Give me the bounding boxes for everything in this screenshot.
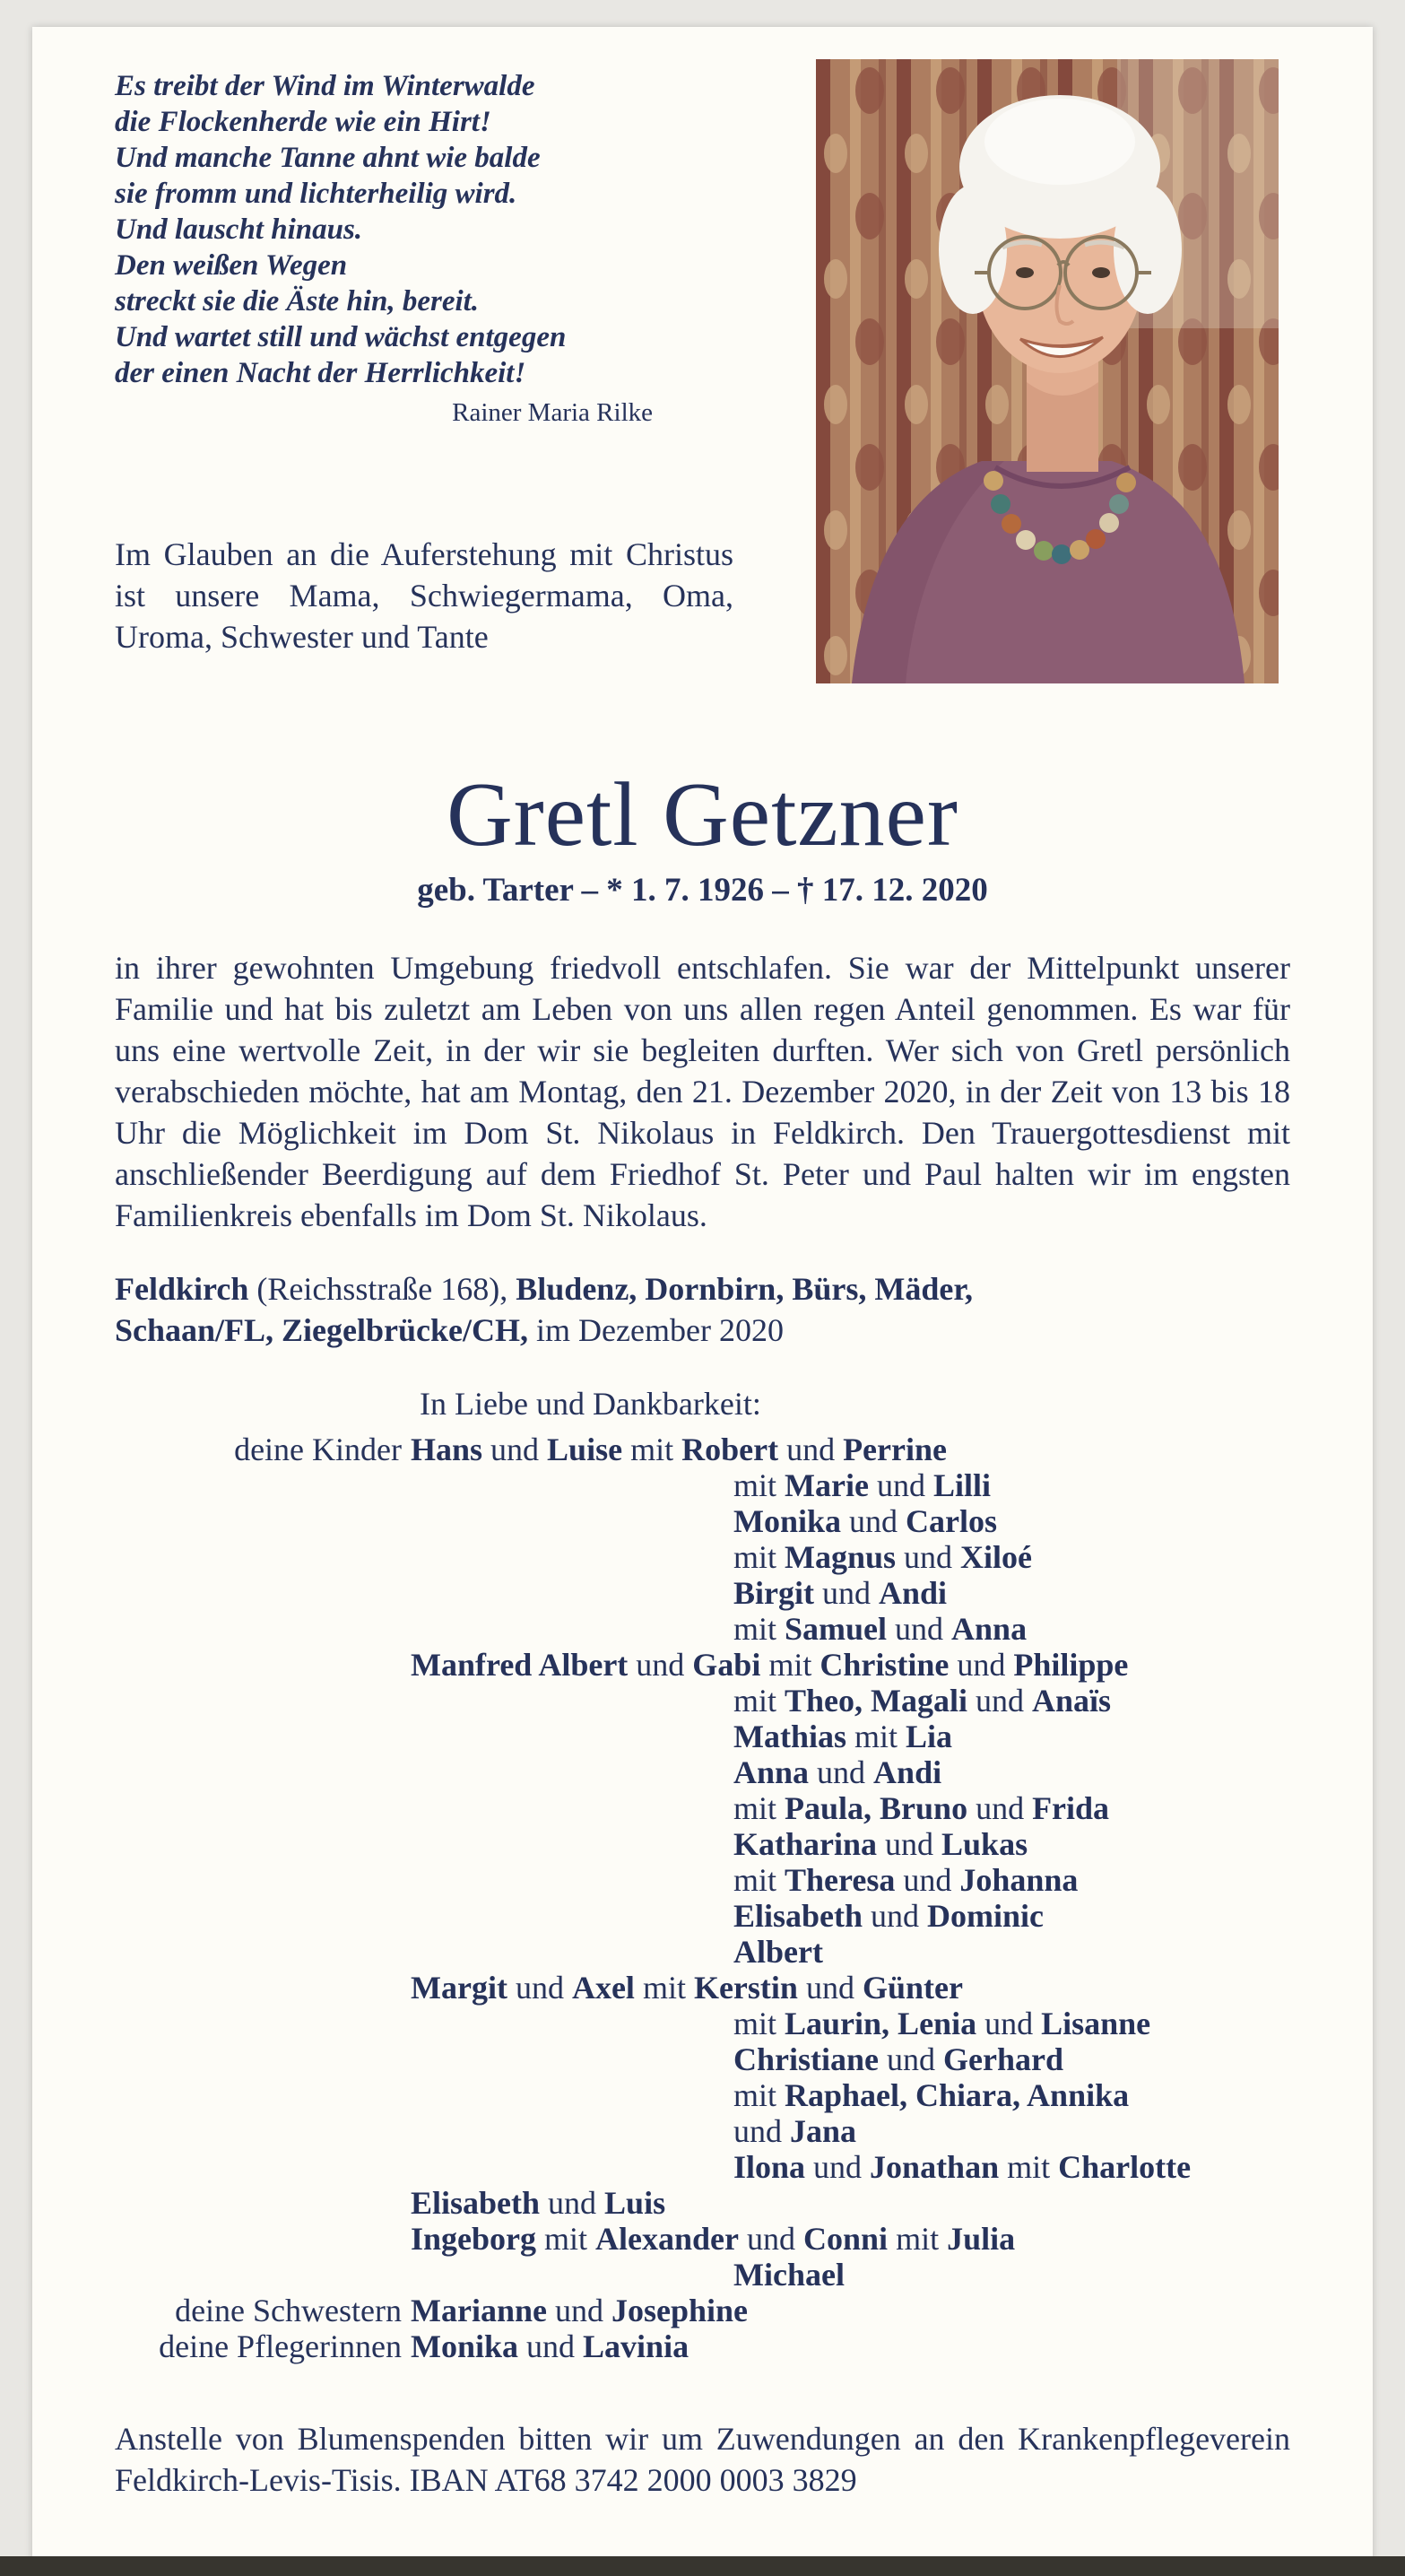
name-segment: Lukas xyxy=(941,1826,1028,1863)
family-names xyxy=(411,2328,689,2364)
family-line xyxy=(115,1898,1290,1934)
text-segment: und xyxy=(967,1790,1033,1827)
text-segment: mit xyxy=(846,1719,906,1755)
family-names xyxy=(733,2006,1150,2041)
name-segment: Margit xyxy=(411,1970,507,2006)
closing-line: In Liebe und Dankbarkeit: xyxy=(420,1386,761,1423)
family-names xyxy=(733,1826,1028,1862)
name-segment: Xiloé xyxy=(960,1539,1033,1576)
name-segment: Elisabeth xyxy=(733,1898,863,1935)
name-segment: Dominic xyxy=(927,1898,1045,1935)
text-segment: und xyxy=(507,1970,572,2006)
name-segment: Conni xyxy=(803,2221,889,2258)
name-segment: Carlos xyxy=(906,1503,998,1540)
name-segment: Hans xyxy=(411,1432,483,1468)
name-segment: Elisabeth xyxy=(411,2185,541,2222)
text-segment: und xyxy=(841,1503,906,1540)
name-segment: Lisanne xyxy=(1041,2006,1151,2042)
intro-paragraph: Im Glauben an die Auferstehung mit Christus ist unsere Mama, Schwiegermama, Oma, Uroma, Schwester und Tante xyxy=(115,536,733,655)
name-segment: Birgit xyxy=(733,1575,814,1612)
relation-label: deine Kinder xyxy=(234,1432,402,1468)
name-segment: Monika xyxy=(411,2328,519,2365)
poem-attribution: Rainer Maria Rilke xyxy=(452,398,653,427)
name-segment: Bludenz, Dornbirn, Bürs, Mäder, xyxy=(516,1271,973,1308)
name-segment: Julia xyxy=(947,2221,1016,2258)
family-names xyxy=(733,2113,856,2149)
family-line xyxy=(115,1862,1290,1898)
text-segment: und xyxy=(778,1432,844,1468)
name-segment: Gabi xyxy=(692,1647,761,1684)
name-segment: Magnus xyxy=(785,1539,897,1576)
name-segment: Christine xyxy=(820,1647,950,1684)
portrait-illustration xyxy=(816,59,1279,683)
family-names xyxy=(411,1970,963,2006)
text-segment: im Dezember 2020 xyxy=(528,1312,784,1349)
family-names xyxy=(411,1432,947,1467)
name-segment: Josephine xyxy=(611,2293,749,2329)
family-names xyxy=(733,2149,1191,2185)
relation-label: deine Schwestern xyxy=(175,2293,402,2329)
name-segment: Anna xyxy=(733,1754,810,1791)
text-segment: mit xyxy=(634,1970,694,2006)
name-segment: Anna xyxy=(951,1611,1028,1648)
announcement-paragraph: in ihrer gewohnten Umgebung friedvoll entschlafen. Sie war der Mittelpunkt unserer Familie und hat bis zuletzt am Leben von uns allen regen Anteil genommen. Es war für uns eine wertvolle Zeit, in der wir sie begleiten durften. Wer sich von Gretl persönlich verabschieden möchte, hat am Montag, den 21. Dezember 2020, in der Zeit von 13 bis 18 Uhr die Möglichkeit im Dom St. Nikolaus in Feldkirch. Den Trauergottesdienst mit anschließender Beerdigung auf dem Friedhof St. Peter und Paul halten wir im engsten Familienkreis ebenfalls im Dom St. Nikolaus. xyxy=(115,950,1290,1234)
name-segment: Theo, Magali xyxy=(785,1683,968,1719)
cities-line-row xyxy=(115,1310,1290,1351)
name-segment: Alexander xyxy=(595,2221,740,2258)
poem-and-intro-column xyxy=(115,68,733,657)
family-names xyxy=(411,2293,748,2328)
name-segment: Andi xyxy=(873,1754,942,1791)
text-segment: mit xyxy=(999,2149,1059,2186)
text-segment: mit xyxy=(733,1467,785,1504)
poem-line: Und lauscht hinaus. xyxy=(115,213,363,246)
family-names xyxy=(733,1683,1111,1719)
family-names xyxy=(733,2257,845,2293)
name-segment: Gerhard xyxy=(943,2041,1063,2078)
text-segment: mit xyxy=(733,2006,785,2042)
text-segment: und xyxy=(895,1862,960,1899)
name-segment: Luis xyxy=(604,2185,666,2222)
family-line xyxy=(115,2113,1290,2149)
family-names xyxy=(733,1575,947,1611)
family-line xyxy=(115,1683,1290,1719)
family-line xyxy=(115,1934,1290,1970)
text-segment: mit xyxy=(733,1539,785,1576)
name-segment: Mathias xyxy=(733,1719,846,1755)
name-segment: Axel xyxy=(571,1970,635,2006)
family-names xyxy=(733,2077,1129,2113)
family-line xyxy=(115,1647,1290,1683)
text-segment: und xyxy=(805,2149,871,2186)
name-segment: Paula, Bruno xyxy=(785,1790,968,1827)
name-segment: Kerstin xyxy=(693,1970,798,2006)
name-segment: Albert xyxy=(733,1934,823,1971)
name-segment: Lia xyxy=(906,1719,953,1755)
cities-line xyxy=(115,1268,1290,1351)
family-names xyxy=(733,1754,941,1790)
text-segment: mit xyxy=(888,2221,948,2258)
name-segment: Charlotte xyxy=(1058,2149,1192,2186)
family-line xyxy=(115,1503,1290,1539)
text-segment: und xyxy=(949,1647,1014,1684)
text-segment: und xyxy=(896,1539,961,1576)
family-names xyxy=(411,1647,1128,1683)
name-segment: Lilli xyxy=(932,1467,991,1504)
poem-line: Und wartet still und wächst entgegen xyxy=(115,321,567,353)
text-segment: und xyxy=(797,1970,863,2006)
name-segment: Anaïs xyxy=(1032,1683,1112,1719)
name-segment: Raphael, Chiara, Annika xyxy=(785,2077,1130,2114)
family-list xyxy=(115,1432,1290,2364)
name-segment: Theresa xyxy=(785,1862,896,1899)
relation-label: deine Pflegerinnen xyxy=(159,2328,402,2365)
poem-line: streckt sie die Äste hin, bereit. xyxy=(115,285,480,318)
family-line xyxy=(115,2006,1290,2041)
text-segment: mit xyxy=(733,1683,785,1719)
family-line xyxy=(115,1611,1290,1647)
family-names xyxy=(733,1539,1032,1575)
deceased-name: Gretl Getzner xyxy=(447,764,958,866)
name-segment: Philippe xyxy=(1013,1647,1129,1684)
birth-death-line: geb. Tarter – * 1. 7. 1926 – † 17. 12. 2020 xyxy=(417,872,988,909)
text-segment: und xyxy=(863,1898,928,1935)
name-segment: Marianne xyxy=(411,2293,547,2329)
text-segment: und xyxy=(868,1467,933,1504)
family-line xyxy=(115,1575,1290,1611)
name-segment: Lavinia xyxy=(583,2328,689,2365)
family-line xyxy=(115,2221,1290,2257)
obituary-card xyxy=(32,27,1373,2569)
text-segment: mit xyxy=(733,2077,785,2114)
text-segment: und xyxy=(877,1826,942,1863)
name-segment: Manfred Albert xyxy=(411,1647,629,1684)
text-segment: und xyxy=(482,1432,548,1468)
name-segment: Christiane xyxy=(733,2041,879,2078)
family-line xyxy=(115,1826,1290,1862)
poem-line: sie fromm und lichterheilig wird. xyxy=(115,178,517,210)
text-segment: und xyxy=(628,1647,693,1684)
name-segment: Robert xyxy=(681,1432,779,1468)
text-segment: und xyxy=(879,2041,943,2078)
family-line xyxy=(115,1970,1290,2006)
text-segment: mit xyxy=(536,2221,596,2258)
family-names xyxy=(733,1467,991,1503)
poem-line: Den weißen Wegen xyxy=(115,249,348,282)
family-names xyxy=(733,2041,1063,2077)
text-segment: und xyxy=(976,2006,1042,2042)
text-segment: und xyxy=(546,2293,611,2329)
family-line xyxy=(115,2077,1290,2113)
poem-line: die Flockenherde wie ein Hirt! xyxy=(115,106,491,138)
text-segment: und xyxy=(733,2113,790,2150)
name-segment: Samuel xyxy=(785,1611,888,1648)
text-segment: mit xyxy=(733,1790,785,1827)
name-segment: Johanna xyxy=(959,1862,1079,1899)
text-segment: und xyxy=(540,2185,605,2222)
cities-line-row xyxy=(115,1268,1290,1310)
family-line xyxy=(115,1719,1290,1754)
poem-line: Es treibt der Wind im Winterwalde xyxy=(115,70,535,102)
name-segment: Perrine xyxy=(843,1432,947,1468)
donation-paragraph: Anstelle von Blumenspenden bitten wir um Zuwendungen an den Krankenpflegeverein Feldkirch-Levis-Tisis. IBAN AT68 3742 2000 0003 3829 xyxy=(115,2421,1290,2499)
family-names xyxy=(733,1611,1027,1647)
text-segment: mit xyxy=(760,1647,820,1684)
text-segment: und xyxy=(887,1611,952,1648)
family-names xyxy=(733,1862,1078,1898)
family-line xyxy=(115,1754,1290,1790)
text-segment: mit xyxy=(733,1862,785,1899)
name-segment: Frida xyxy=(1032,1790,1110,1827)
name-segment: Luise xyxy=(547,1432,623,1468)
family-names xyxy=(733,1719,952,1754)
portrait-photo xyxy=(816,59,1279,683)
page-bottom-edge xyxy=(0,2556,1405,2576)
poem-line: der einen Nacht der Herrlichkeit! xyxy=(115,357,526,389)
name-segment: Laurin, Lenia xyxy=(785,2006,977,2042)
family-line xyxy=(115,2041,1290,2077)
poem xyxy=(115,68,733,391)
name-segment: Katharina xyxy=(733,1826,878,1863)
name-segment: Monika xyxy=(733,1503,842,1540)
name-segment: Jana xyxy=(790,2113,857,2150)
family-line xyxy=(115,2149,1290,2185)
family-names xyxy=(733,1790,1109,1826)
text-segment: und xyxy=(813,1575,879,1612)
family-names xyxy=(411,2221,1015,2257)
name-segment: Feldkirch xyxy=(115,1271,249,1308)
name-segment: Ingeborg xyxy=(411,2221,537,2258)
text-segment: (Reichsstraße 168), xyxy=(248,1271,516,1308)
text-segment: und xyxy=(967,1683,1033,1719)
text-segment: und xyxy=(809,1754,874,1791)
text-segment: mit xyxy=(622,1432,682,1468)
top-section xyxy=(115,68,1290,745)
poem-line: Und manche Tanne ahnt wie balde xyxy=(115,142,541,174)
family-line xyxy=(115,2257,1290,2293)
family-line xyxy=(115,1790,1290,1826)
family-line xyxy=(115,1539,1290,1575)
family-line xyxy=(115,2328,1290,2364)
name-segment: Andi xyxy=(878,1575,948,1612)
name-segment: Günter xyxy=(862,1970,963,2006)
family-line xyxy=(115,2293,1290,2328)
family-line xyxy=(115,1432,1290,1467)
family-line xyxy=(115,1467,1290,1503)
text-segment: und xyxy=(739,2221,804,2258)
text-segment: und xyxy=(518,2328,584,2365)
family-names xyxy=(411,2185,665,2221)
name-segment: Michael xyxy=(733,2257,845,2293)
text-segment: mit xyxy=(733,1611,785,1648)
family-names xyxy=(733,1898,1044,1934)
family-line xyxy=(115,2185,1290,2221)
family-names xyxy=(733,1934,823,1970)
family-names xyxy=(733,1503,997,1539)
name-segment: Schaan/FL, Ziegelbrücke/CH, xyxy=(115,1312,529,1349)
name-segment: Marie xyxy=(785,1467,869,1504)
name-segment: Jonathan xyxy=(870,2149,1000,2186)
name-segment: Ilona xyxy=(733,2149,806,2186)
